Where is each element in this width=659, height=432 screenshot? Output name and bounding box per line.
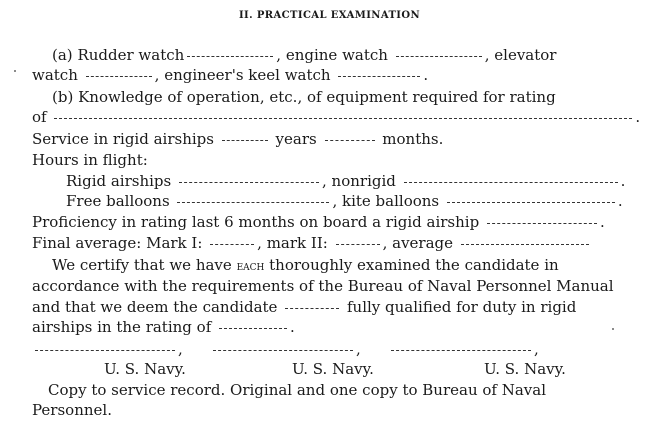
mark-2-label: , mark II: bbox=[257, 234, 328, 252]
free-balloons-label: Free balloons bbox=[66, 192, 170, 210]
para-b-text: Knowledge of operation, etc., of equipment required for rating bbox=[78, 88, 556, 106]
mark-1-label: Final average: Mark I: bbox=[32, 234, 203, 252]
years-label: years bbox=[275, 130, 317, 148]
certify-text-1b: thoroughly examined the candidate in bbox=[269, 256, 559, 274]
para-b-line-2 bbox=[32, 108, 640, 126]
hours-heading: Hours in flight: bbox=[32, 151, 148, 169]
mark-2-blank[interactable] bbox=[336, 243, 380, 245]
signature-blank-1[interactable] bbox=[35, 349, 175, 351]
months-label: months. bbox=[382, 130, 444, 148]
rigid-airships-label: Rigid airships bbox=[66, 172, 172, 190]
certify-text-4: airships in the rating of bbox=[32, 318, 212, 336]
signature-blank-2[interactable] bbox=[213, 349, 353, 351]
nonrigid-blank[interactable] bbox=[404, 181, 618, 183]
para-b-label: (b) bbox=[52, 88, 74, 106]
scan-speck bbox=[612, 328, 614, 330]
proficiency-blank[interactable] bbox=[487, 222, 597, 224]
engine-watch-blank[interactable] bbox=[396, 55, 482, 57]
rigid-airships-line bbox=[66, 172, 625, 190]
rating-blank[interactable] bbox=[219, 327, 287, 329]
signature-comma-3: , bbox=[534, 340, 539, 358]
signature-line-3[interactable] bbox=[388, 340, 539, 358]
rudder-watch-label: Rudder watch bbox=[77, 46, 185, 64]
scan-speck bbox=[14, 70, 16, 72]
copy-line-2: Personnel. bbox=[32, 401, 112, 419]
free-balloons-blank[interactable] bbox=[177, 201, 329, 203]
para-b-line-1 bbox=[52, 88, 556, 106]
average-blank[interactable] bbox=[461, 243, 589, 245]
signature-comma-1: , bbox=[178, 340, 183, 358]
signature-comma-2: , bbox=[356, 340, 361, 358]
elevator-watch-blank[interactable] bbox=[86, 75, 152, 77]
elevator-label: , elevator bbox=[484, 46, 557, 64]
final-average-line bbox=[32, 234, 592, 252]
certify-period: . bbox=[290, 318, 295, 336]
para-a-line-1 bbox=[52, 46, 556, 64]
rigid-airships-blank[interactable] bbox=[179, 181, 319, 183]
certify-line-2: accordance with the requirements of the Bureau of Naval Personnel Manual bbox=[32, 277, 614, 295]
service-line bbox=[32, 130, 443, 148]
equipment-rating-blank[interactable] bbox=[54, 117, 632, 119]
certify-line-3 bbox=[32, 298, 576, 316]
watch-word: watch bbox=[32, 66, 78, 84]
certify-line-1 bbox=[52, 256, 559, 276]
kite-balloons-blank[interactable] bbox=[447, 201, 615, 203]
navy-label-1: U. S. Navy. bbox=[104, 360, 186, 378]
certify-line-4 bbox=[32, 318, 295, 336]
kite-balloons-label: , kite balloons bbox=[332, 192, 440, 210]
para-a-period: . bbox=[423, 66, 429, 84]
signature-line-2[interactable] bbox=[210, 340, 361, 358]
candidate-blank[interactable] bbox=[285, 307, 339, 309]
service-years-blank[interactable] bbox=[222, 139, 268, 141]
para-a-line-2 bbox=[32, 66, 428, 84]
navy-label-3: U. S. Navy. bbox=[484, 360, 566, 378]
rigid-line-period: . bbox=[620, 172, 626, 190]
certify-text-1a: We certify that we have bbox=[52, 256, 232, 274]
average-label: , average bbox=[382, 234, 454, 252]
rudder-watch-blank[interactable] bbox=[187, 55, 273, 57]
para-b-period: . bbox=[635, 108, 641, 126]
of-word: of bbox=[32, 108, 47, 126]
para-a-label: (a) bbox=[52, 46, 73, 64]
proficiency-line bbox=[32, 213, 605, 231]
proficiency-period: . bbox=[599, 213, 605, 231]
certify-text-3a: and that we deem the candidate bbox=[32, 298, 278, 316]
navy-label-2: U. S. Navy. bbox=[292, 360, 374, 378]
nonrigid-label: , nonrigid bbox=[322, 172, 396, 190]
copy-line-1: Copy to service record. Original and one copy to Bureau of Naval bbox=[48, 381, 547, 399]
keel-watch-blank[interactable] bbox=[338, 75, 420, 77]
mark-1-blank[interactable] bbox=[210, 243, 254, 245]
proficiency-text: Proficiency in rating last 6 months on board a rigid airship bbox=[32, 213, 480, 231]
keel-watch-label: , engineer's keel watch bbox=[154, 66, 331, 84]
section-heading: II. PRACTICAL EXAMINATION bbox=[238, 10, 421, 21]
service-months-blank[interactable] bbox=[325, 139, 375, 141]
balloons-line-period: . bbox=[617, 192, 623, 210]
certify-text-3b: fully qualified for duty in rigid bbox=[346, 298, 577, 316]
service-label: Service in rigid airships bbox=[32, 130, 214, 148]
engine-watch-label: , engine watch bbox=[276, 46, 388, 64]
each-word: each bbox=[236, 259, 265, 274]
signature-line-1[interactable] bbox=[32, 340, 183, 358]
signature-blank-3[interactable] bbox=[391, 349, 531, 351]
balloons-line bbox=[66, 192, 623, 210]
